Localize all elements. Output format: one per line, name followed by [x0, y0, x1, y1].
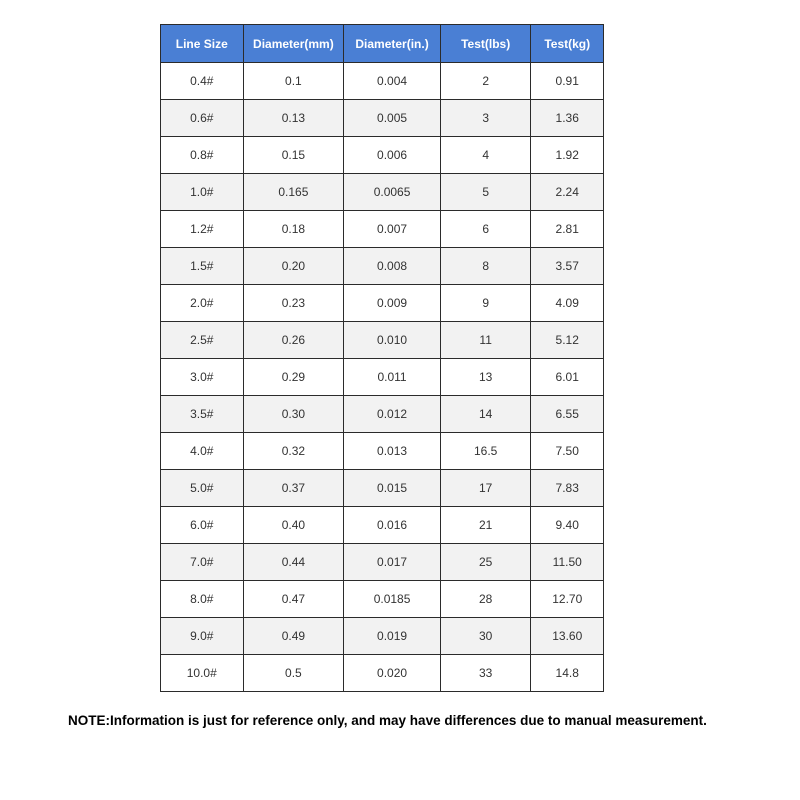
cell-test-kg: 2.24	[531, 174, 604, 211]
cell-line-size: 1.0#	[161, 174, 244, 211]
cell-line-size: 1.2#	[161, 211, 244, 248]
cell-diameter-in: 0.005	[344, 100, 441, 137]
cell-diameter-in: 0.016	[344, 507, 441, 544]
cell-test-lbs: 13	[440, 359, 531, 396]
cell-diameter-mm: 0.40	[243, 507, 344, 544]
header-diameter-in: Diameter(in.)	[344, 25, 441, 63]
table-row	[161, 359, 604, 396]
cell-line-size: 9.0#	[161, 618, 244, 655]
table-row	[161, 618, 604, 655]
cell-test-kg: 6.55	[531, 396, 604, 433]
cell-test-kg: 7.83	[531, 470, 604, 507]
cell-line-size: 8.0#	[161, 581, 244, 618]
cell-line-size: 2.0#	[161, 285, 244, 322]
table-row	[161, 507, 604, 544]
cell-line-size: 6.0#	[161, 507, 244, 544]
cell-diameter-mm: 0.26	[243, 322, 344, 359]
table-row	[161, 63, 604, 100]
cell-test-lbs: 16.5	[440, 433, 531, 470]
cell-diameter-mm: 0.47	[243, 581, 344, 618]
table-row	[161, 396, 604, 433]
cell-line-size: 0.6#	[161, 100, 244, 137]
cell-test-lbs: 28	[440, 581, 531, 618]
cell-line-size: 3.5#	[161, 396, 244, 433]
cell-test-lbs: 4	[440, 137, 531, 174]
cell-diameter-mm: 0.15	[243, 137, 344, 174]
cell-diameter-mm: 0.165	[243, 174, 344, 211]
cell-test-kg: 2.81	[531, 211, 604, 248]
cell-diameter-in: 0.015	[344, 470, 441, 507]
table-row	[161, 581, 604, 618]
cell-test-lbs: 6	[440, 211, 531, 248]
header-test-lbs: Test(lbs)	[440, 25, 531, 63]
table-row	[161, 285, 604, 322]
cell-diameter-mm: 0.20	[243, 248, 344, 285]
cell-test-lbs: 21	[440, 507, 531, 544]
header-diameter-mm: Diameter(mm)	[243, 25, 344, 63]
cell-test-lbs: 9	[440, 285, 531, 322]
cell-test-lbs: 30	[440, 618, 531, 655]
table-row	[161, 322, 604, 359]
cell-test-kg: 9.40	[531, 507, 604, 544]
cell-diameter-in: 0.013	[344, 433, 441, 470]
cell-test-lbs: 33	[440, 655, 531, 692]
cell-line-size: 0.8#	[161, 137, 244, 174]
cell-diameter-mm: 0.30	[243, 396, 344, 433]
cell-test-lbs: 5	[440, 174, 531, 211]
cell-test-kg: 11.50	[531, 544, 604, 581]
table-row	[161, 248, 604, 285]
cell-diameter-in: 0.019	[344, 618, 441, 655]
header-line-size: Line Size	[161, 25, 244, 63]
table-header-row	[161, 25, 604, 63]
cell-diameter-in: 0.011	[344, 359, 441, 396]
cell-test-kg: 7.50	[531, 433, 604, 470]
cell-diameter-in: 0.012	[344, 396, 441, 433]
cell-test-kg: 14.8	[531, 655, 604, 692]
cell-line-size: 5.0#	[161, 470, 244, 507]
table-row	[161, 655, 604, 692]
cell-test-kg: 0.91	[531, 63, 604, 100]
cell-diameter-in: 0.008	[344, 248, 441, 285]
cell-line-size: 7.0#	[161, 544, 244, 581]
reference-note: NOTE:Information is just for reference only, and may have differences due to manual measurement.	[68, 713, 707, 728]
cell-diameter-mm: 0.18	[243, 211, 344, 248]
cell-line-size: 10.0#	[161, 655, 244, 692]
cell-test-kg: 4.09	[531, 285, 604, 322]
cell-diameter-in: 0.007	[344, 211, 441, 248]
cell-test-kg: 5.12	[531, 322, 604, 359]
table-row	[161, 211, 604, 248]
cell-test-kg: 12.70	[531, 581, 604, 618]
cell-test-lbs: 17	[440, 470, 531, 507]
cell-diameter-mm: 0.5	[243, 655, 344, 692]
header-test-kg: Test(kg)	[531, 25, 604, 63]
table-row	[161, 174, 604, 211]
table-row	[161, 137, 604, 174]
cell-diameter-mm: 0.29	[243, 359, 344, 396]
cell-test-lbs: 11	[440, 322, 531, 359]
line-spec-table	[160, 24, 604, 692]
cell-line-size: 0.4#	[161, 63, 244, 100]
cell-diameter-mm: 0.49	[243, 618, 344, 655]
table-body	[161, 63, 604, 692]
cell-line-size: 3.0#	[161, 359, 244, 396]
cell-line-size: 4.0#	[161, 433, 244, 470]
table-row	[161, 470, 604, 507]
cell-test-lbs: 3	[440, 100, 531, 137]
table-row	[161, 100, 604, 137]
cell-diameter-mm: 0.23	[243, 285, 344, 322]
cell-diameter-in: 0.0065	[344, 174, 441, 211]
cell-diameter-in: 0.010	[344, 322, 441, 359]
table-row	[161, 544, 604, 581]
cell-test-kg: 3.57	[531, 248, 604, 285]
cell-diameter-in: 0.006	[344, 137, 441, 174]
cell-diameter-in: 0.004	[344, 63, 441, 100]
cell-test-lbs: 25	[440, 544, 531, 581]
cell-line-size: 2.5#	[161, 322, 244, 359]
cell-test-lbs: 2	[440, 63, 531, 100]
cell-diameter-mm: 0.37	[243, 470, 344, 507]
table-row	[161, 433, 604, 470]
cell-diameter-mm: 0.13	[243, 100, 344, 137]
cell-test-kg: 13.60	[531, 618, 604, 655]
cell-test-kg: 6.01	[531, 359, 604, 396]
cell-diameter-in: 0.020	[344, 655, 441, 692]
cell-diameter-in: 0.0185	[344, 581, 441, 618]
cell-diameter-mm: 0.1	[243, 63, 344, 100]
cell-test-lbs: 8	[440, 248, 531, 285]
cell-diameter-mm: 0.32	[243, 433, 344, 470]
cell-diameter-in: 0.009	[344, 285, 441, 322]
cell-line-size: 1.5#	[161, 248, 244, 285]
cell-diameter-mm: 0.44	[243, 544, 344, 581]
cell-test-kg: 1.36	[531, 100, 604, 137]
cell-diameter-in: 0.017	[344, 544, 441, 581]
cell-test-kg: 1.92	[531, 137, 604, 174]
cell-test-lbs: 14	[440, 396, 531, 433]
